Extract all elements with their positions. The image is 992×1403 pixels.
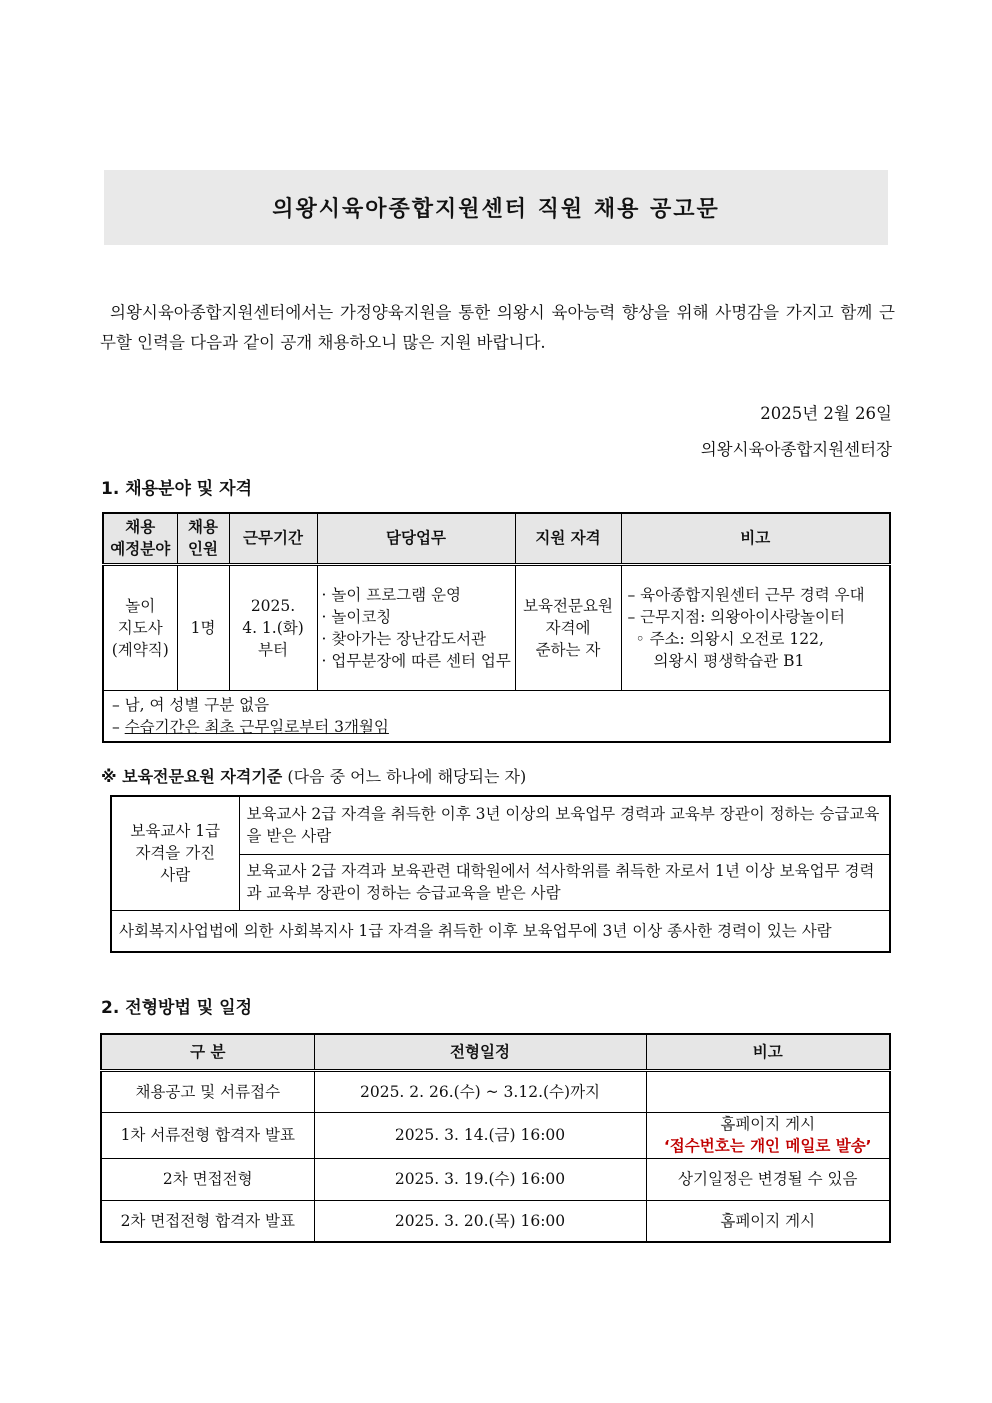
- category-cell: 1차 서류전형 합격자 발표: [101, 1112, 314, 1158]
- table-row: [103, 564, 890, 690]
- table-row: [101, 1112, 890, 1158]
- criteria-table: [110, 795, 891, 953]
- header-schedule-remarks: 비고: [646, 1034, 890, 1070]
- header-remarks: 비고: [621, 513, 890, 564]
- criteria-heading: ※ 보육전문요원 자격기준 (다음 중 어느 하나에 해당되는 자): [101, 767, 527, 786]
- category-cell: 2차 면접전형 합격자 발표: [101, 1200, 314, 1242]
- header-count: 채용 인원: [177, 513, 229, 564]
- notice-date: 2025년 2월 26일: [760, 404, 892, 423]
- schedule-cell: 2025. 2. 26.(수) ~ 3.12.(수)까지: [314, 1070, 646, 1112]
- list-item: · 놀이코칭: [321, 607, 392, 626]
- criteria-group-cell: 보육교사 1급 자격을 가진 사람: [111, 796, 239, 910]
- remark-line: 의왕시 평생학습관 B1: [653, 651, 805, 670]
- list-item: · 놀이 프로그램 운영: [321, 585, 461, 604]
- remark-line: – 근무지점: 의왕아이사랑놀이터: [627, 607, 845, 626]
- qualification-cell: 보육전문요원 자격에 준하는 자: [515, 564, 621, 690]
- criteria-item-1: 보육교사 2급 자격을 취득한 이후 3년 이상의 보육업무 경력과 교육부 장관이 정하는 승급교육을 받은 사람: [239, 796, 890, 854]
- category-cell: 채용공고 및 서류접수: [101, 1070, 314, 1112]
- remarks-cell: [621, 564, 890, 690]
- table-row: [101, 1158, 890, 1200]
- header-qualification: 지원 자격: [515, 513, 621, 564]
- intro-paragraph: [100, 298, 895, 358]
- remark-cell: 홈페이지 게시: [646, 1200, 890, 1242]
- notice-title: 의왕시육아종합지원센터 직원 채용 공고문: [104, 170, 888, 245]
- criteria-item-3: 사회복지사업법에 의한 사회복지사 1급 자격을 취득한 이후 보육업무에 3년 이상 종사한 경력이 있는 사람: [111, 910, 890, 952]
- section1-heading: 1. 채용분야 및 자격: [101, 479, 252, 499]
- issuer: 의왕시육아종합지원센터장: [700, 440, 892, 459]
- duty-cell: [317, 564, 515, 690]
- table-row: [101, 1200, 890, 1242]
- remark-cell: 홈페이지 게시 ‘접수번호는 개인 메일로 발송’: [646, 1112, 890, 1158]
- period-cell: 2025. 4. 1.(화) 부터: [229, 564, 317, 690]
- table-row: [101, 1070, 890, 1112]
- schedule-cell: 2025. 3. 14.(금) 16:00: [314, 1112, 646, 1158]
- remark-cell: 상기일정은 변경될 수 있음: [646, 1158, 890, 1200]
- intro-text: 의왕시육아종합지원센터에서는 가정양육지원을 통한 의왕시 육아능력 향상을 위해 사명감을 가지고 함께 근무할 인력을 다음과 같이 공개 채용하오니 많은 지원 바랍니다.: [100, 303, 895, 352]
- header-period: 근무기간: [229, 513, 317, 564]
- remark-line: ◦ 주소: 의왕시 오전로 122,: [635, 629, 824, 648]
- header-field: 채용 예정분야: [103, 513, 177, 564]
- header-schedule: 전형일정: [314, 1034, 646, 1070]
- footnote-gender: – 남, 여 성별 구분 없음: [112, 695, 270, 714]
- remark-line: – 육아종합지원센터 근무 경력 우대: [627, 585, 865, 604]
- count-cell: 1명: [177, 564, 229, 690]
- list-item: · 업무분장에 따른 센터 업무: [321, 651, 511, 670]
- list-item: · 찾아가는 장난감도서관: [321, 629, 487, 648]
- criteria-item-2: 보육교사 2급 자격과 보육관련 대학원에서 석사학위를 취득한 자로서 1년 이상 보육업무 경력과 교육부 장관이 정하는 승급교육을 받은 사람: [239, 854, 890, 910]
- email-note: ‘접수번호는 개인 메일로 발송’: [663, 1137, 872, 1155]
- table-footnotes: [103, 690, 890, 742]
- duty-list: [318, 584, 515, 672]
- schedule-table: [100, 1033, 891, 1243]
- recruitment-table: [102, 512, 891, 743]
- field-cell: 놀이 지도사 (계약직): [103, 564, 177, 690]
- header-duty: 담당업무: [317, 513, 515, 564]
- schedule-cell: 2025. 3. 20.(목) 16:00: [314, 1200, 646, 1242]
- footnote-probation: – 수습기간은 최초 근무일로부터 3개월임: [112, 717, 389, 736]
- schedule-cell: 2025. 3. 19.(수) 16:00: [314, 1158, 646, 1200]
- header-category: 구 분: [101, 1034, 314, 1070]
- category-cell: 2차 면접전형: [101, 1158, 314, 1200]
- section2-heading: 2. 전형방법 및 일정: [101, 998, 252, 1018]
- remark-cell: [646, 1070, 890, 1112]
